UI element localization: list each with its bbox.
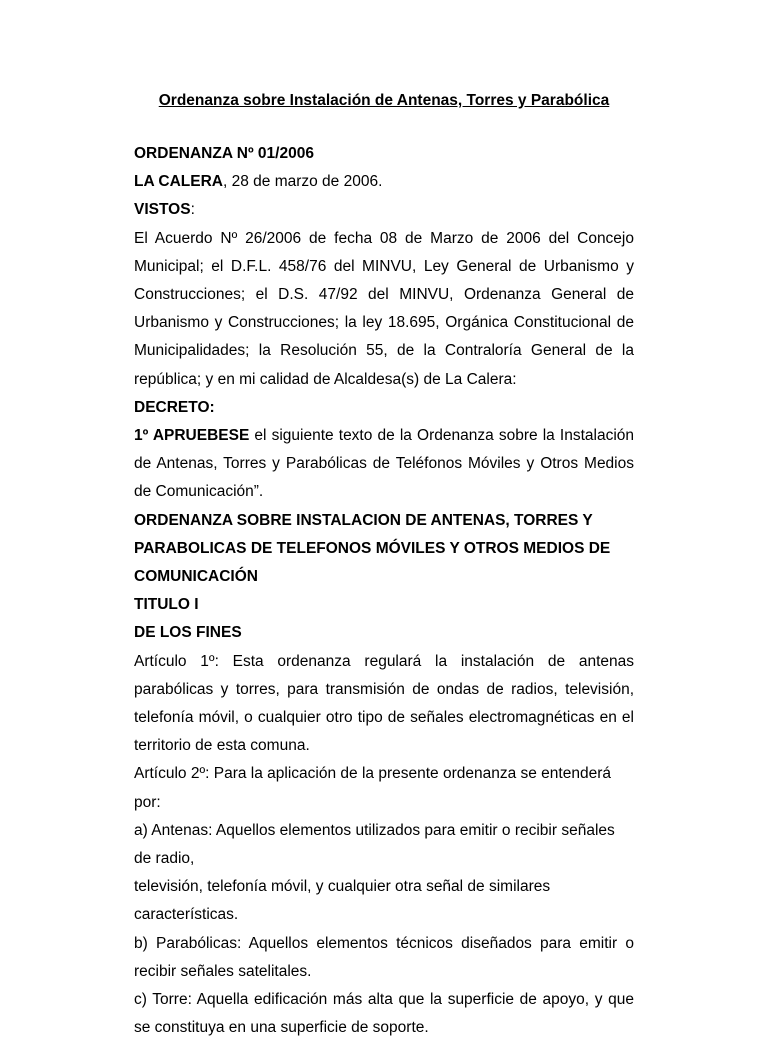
decreto-heading: DECRETO: xyxy=(134,398,215,416)
definition-a-line-1: a) Antenas: Aquellos elementos utilizados para emitir o recibir señales de radio, xyxy=(134,821,615,868)
vistos-heading xyxy=(134,196,634,224)
vistos-label: VISTOS xyxy=(134,201,191,219)
definition-b: b) Parabólicas: Aquellos elementos técnicos diseñados para emitir o recibir señales satelitales. xyxy=(134,934,634,980)
definition-a-line-2: televisión, telefonía móvil, y cualquier otra señal de similares características. xyxy=(134,878,551,924)
document-body xyxy=(134,140,634,1043)
document-title: Ordenanza sobre Instalación de Antenas, Torres y Parabólica xyxy=(158,92,610,109)
article-2: Artículo 2º: Para la aplicación de la presente ordenanza se entenderá por: xyxy=(134,765,611,811)
vistos-colon: : xyxy=(190,201,195,219)
ordinance-heading-line-3: COMUNICACIÓN xyxy=(134,568,258,586)
apruebese-label: 1º APRUEBESE xyxy=(134,427,250,445)
titulo-heading: TITULO I xyxy=(134,596,199,614)
date-text: , 28 de marzo de 2006. xyxy=(222,173,383,191)
place-date-line xyxy=(134,168,634,196)
ordinance-number: ORDENANZA Nº 01/2006 xyxy=(134,145,314,162)
ordinance-heading-line-1: ORDENANZA SOBRE INSTALACION DE ANTENAS, TORRES Y xyxy=(134,511,593,529)
apruebese-paragraph xyxy=(134,422,634,507)
apruebese-text: el siguiente texto de la Ordenanza sobre la Instalación de Antenas, Torres y Parabólicas de Teléfonos Móviles y Otros Medios de Comunicación”. xyxy=(134,427,634,501)
vistos-paragraph: El Acuerdo Nº 26/2006 de fecha 08 de Marzo de 2006 del Concejo Municipal; el D.F.L. 458/76 del MINVU, Ley General de Urbanismo y Construcciones; el D.S. 47/92 del MINVU, Ordenanza General de Urbanismo y Construcciones; la ley 18.695, Orgánica Constitucional de Municipalidades; la Resolución 55, de la Contraloría General de la república; y en mi calidad de Alcaldesa(s) de La Calera: xyxy=(134,229,634,388)
definition-c: c) Torre: Aquella edificación más alta que la superficie de apoyo, y que se constituya en una superficie de soporte. xyxy=(134,991,634,1037)
titulo-subject: DE LOS FINES xyxy=(134,624,242,642)
place-name: LA CALERA xyxy=(134,173,223,191)
ordinance-heading-line-2: PARABOLICAS DE TELEFONOS MÓVILES Y OTROS MEDIOS DE xyxy=(134,539,611,557)
article-1: Artículo 1º: Esta ordenanza regulará la instalación de antenas parabólicas y torres, para transmisión de ondas de radios, televisión, telefonía móvil, o cualquier otro tipo de señales electromagnéticas en el territorio de esta comuna. xyxy=(134,652,634,755)
